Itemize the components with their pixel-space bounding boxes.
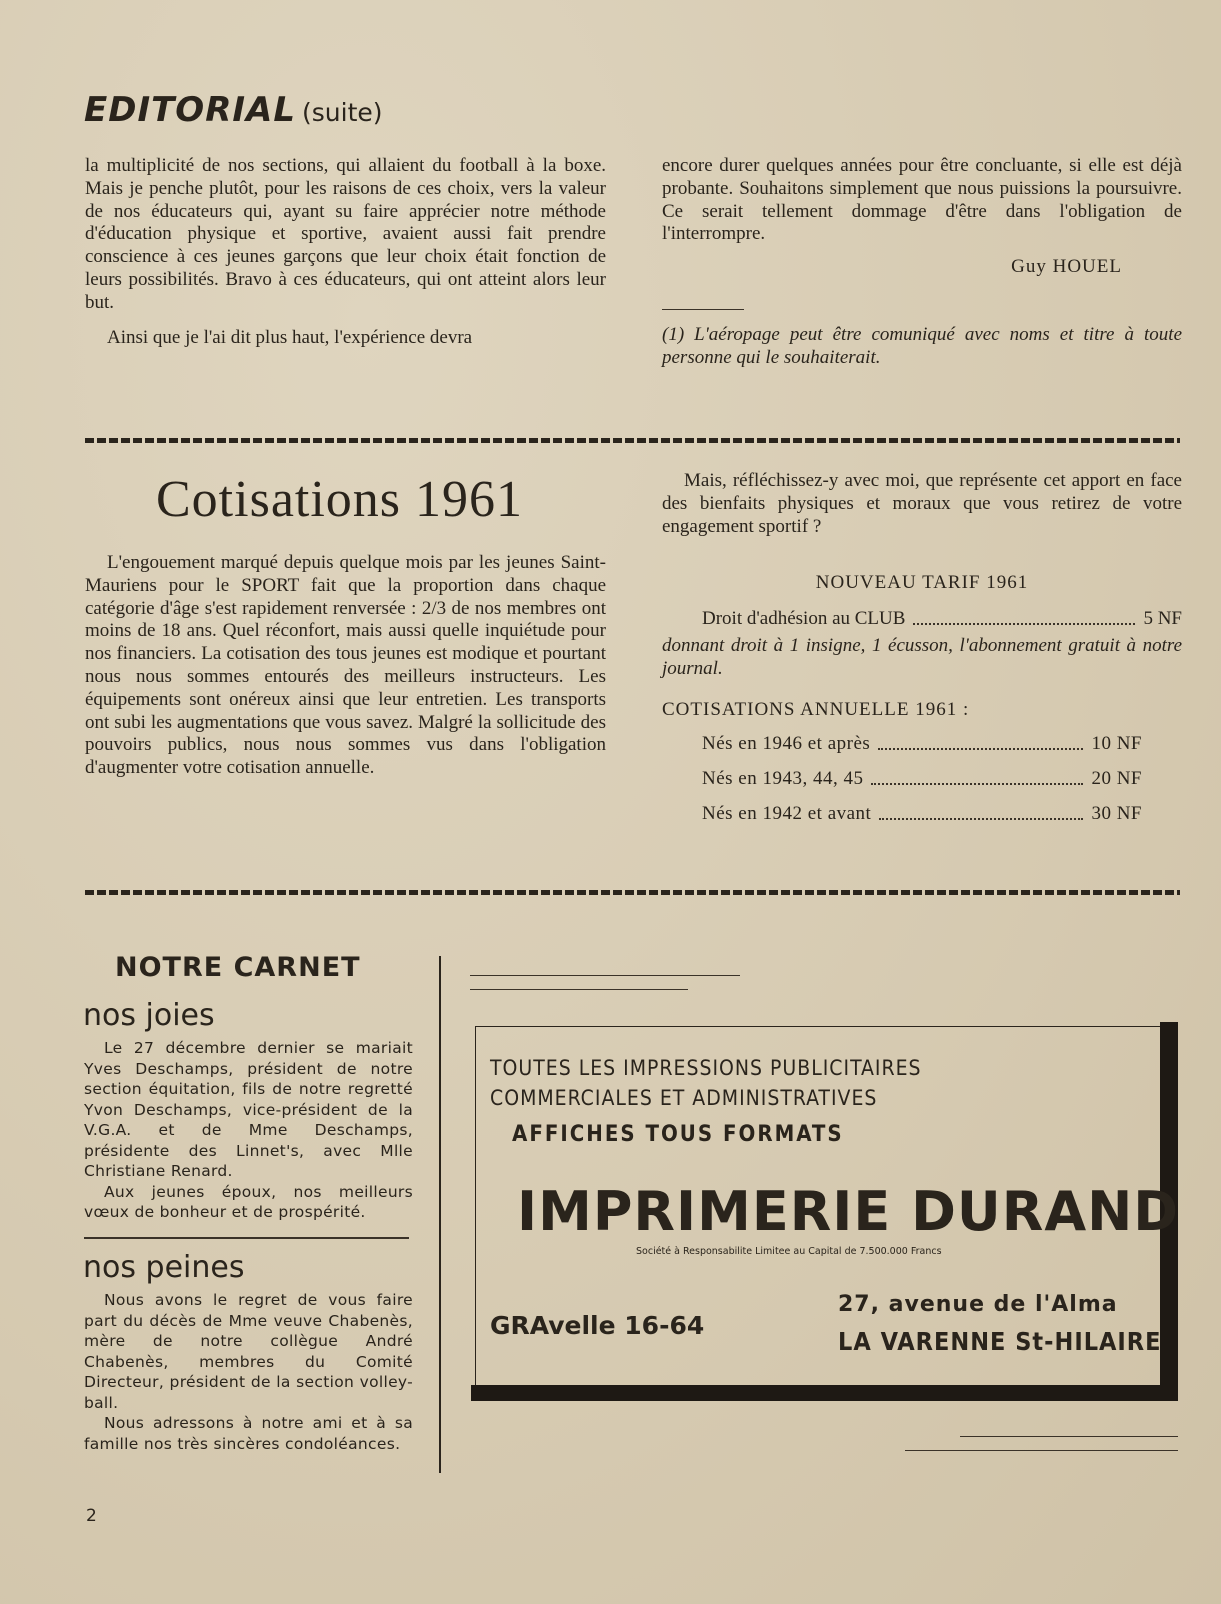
leader-dots: [913, 608, 1135, 625]
editorial-signature: Guy HOUEL: [1011, 256, 1122, 278]
tarif-row-label: Nés en 1946 et après: [702, 733, 871, 755]
editorial-left-column: [85, 155, 606, 349]
joies-title: nos joies: [83, 998, 215, 1033]
editorial-paragraph: la multiplicité de nos sections, qui allaient du football à la boxe. Mais je penche plutôt, pour les raisons de ces choix, vers la valeur de nos éducateurs qui, ayant su faire apprécier notre méthode d'éducation physique et sportive, avaient aussi fait prendre conscience à ces jeunes garçons que leur choix était fonction de leurs possibilités. Bravo à ces éducateurs, qui ont atteint alors leur but.: [85, 155, 606, 313]
joies-paragraph: Aux jeunes époux, nos meilleurs vœux de bonheur et de prospérité.: [84, 1182, 413, 1221]
tarif-row-value: 30 NF: [1091, 802, 1142, 824]
peines-text: [84, 1290, 413, 1454]
peines-paragraph: Nous avons le regret de vous faire part du décès de Mme veuve Chabenès, mère de notre collègue André Chabenès, membres du Comité Directeur, président de la section volley-ball.: [84, 1291, 413, 1412]
droit-adhesion-row: [702, 608, 1182, 631]
advertisement-shadow: [471, 1385, 1178, 1401]
tarif-row-label: Nés en 1942 et avant: [702, 802, 872, 824]
leader-dots: [871, 768, 1083, 785]
joies-text: [84, 1038, 413, 1223]
decorative-rule: [960, 1436, 1178, 1437]
decorative-rule: [470, 989, 688, 990]
peines-title: nos peines: [83, 1250, 245, 1285]
page-number: 2: [86, 1506, 97, 1526]
editorial-paragraph: encore durer quelques années pour être concluante, si elle est déjà probante. Souhaitons simplement que nous puissions la poursuivre. Ce serait tellement dommage d'être dans l'obligation de l'interrompre.: [662, 155, 1182, 245]
cotisations-paragraph: L'engouement marqué depuis quelque mois par les jeunes Saint-Mauriens pour le SPORT fait que la proportion dans chaque catégorie d'âge s'est rapidement renversée : 2/3 de nos membres ont moins de 18 ans. Quel réconfort, mais aussi quelle inquiétude pour nos financiers. La cotisation des tous jeunes est modique et pourtant nous nous sommes entourés des meilleurs instructeurs. Les équipements sont onéreux ainsi que leur entretien. Les transports ont subi les augmentations que vous savez. Malgré la sollicitude des pouvoirs publics, nous nous sommes vus dans l'obligation d'augmenter votre cotisation annuelle.: [85, 552, 606, 779]
droit-note: donnant droit à 1 insigne, 1 écusson, l'abonnement gratuit à notre journal.: [662, 634, 1182, 679]
decorative-rule: [470, 975, 740, 976]
ad-line: TOUTES LES IMPRESSIONS PUBLICITAIRES: [490, 1056, 922, 1080]
ad-address-line: LA VARENNE St-HILAIRE: [838, 1327, 1162, 1356]
tarif-row: [702, 733, 1142, 756]
editorial-title: [84, 90, 383, 130]
tarif-row: [702, 768, 1142, 791]
peines-paragraph: Nous adressons à notre ami et à sa famille nos très sincères condoléances.: [84, 1414, 413, 1453]
cotisations-intro: Mais, réfléchissez-y avec moi, que représente cet apport en face des bienfaits physiques et moraux que vous retirez de votre engagement sportif ?: [662, 470, 1182, 537]
carnet-title: NOTRE CARNET: [115, 952, 361, 983]
cotisations-right-column: [662, 470, 1182, 826]
editorial-title-main: EDITORIAL: [84, 90, 297, 130]
tarif-row-value: 20 NF: [1091, 768, 1142, 790]
column-divider: [439, 956, 441, 1473]
tarif-row-value: 10 NF: [1091, 733, 1142, 755]
editorial-paragraph: Ainsi que je l'ai dit plus haut, l'expérience devra: [107, 326, 473, 348]
section-separator: [85, 438, 1180, 443]
carnet-divider: [84, 1237, 409, 1239]
ad-phone: GRAvelle 16-64: [490, 1311, 705, 1340]
editorial-footnote: (1) L'aéropage peut être comuniqué avec noms et titre à toute personne qui le souhaiterait.: [662, 323, 1182, 368]
cotisations-left-column: [85, 552, 606, 780]
ad-line: COMMERCIALES ET ADMINISTRATIVES: [490, 1086, 878, 1110]
droit-value: 5 NF: [1143, 608, 1182, 630]
decorative-rule: [905, 1450, 1178, 1451]
joies-paragraph: Le 27 décembre dernier se mariait Yves Deschamps, président de notre section équitation, fils de notre regretté Yvon Deschamps, vice-président de la V.G.A. et de Mme Deschamps, présidente des Linnet's, avec Mlle Christiane Renard.: [84, 1039, 413, 1180]
section-separator: [85, 890, 1180, 895]
tarif-row: [702, 803, 1142, 826]
cotisations-title: Cotisations 1961: [156, 471, 524, 528]
editorial-title-suffix: (suite): [302, 98, 383, 127]
ad-legal-text: Société à Responsabilite Limitee au Capital de 7.500.000 Francs: [636, 1246, 942, 1257]
ad-company-name: IMPRIMERIE DURAND: [517, 1180, 1180, 1243]
tarif-row-label: Nés en 1943, 44, 45: [702, 768, 864, 790]
tarif-title: NOUVEAU TARIF 1961: [815, 572, 1029, 594]
annual-title: COTISATIONS ANNUELLE 1961 :: [662, 698, 970, 720]
footnote-rule: [662, 309, 744, 310]
leader-dots: [878, 733, 1083, 750]
leader-dots: [879, 803, 1083, 820]
editorial-right-column: [662, 155, 1182, 370]
ad-address-line: 27, avenue de l'Alma: [838, 1292, 1118, 1317]
droit-label: Droit d'adhésion au CLUB: [702, 608, 906, 630]
ad-line: AFFICHES TOUS FORMATS: [512, 1122, 844, 1147]
